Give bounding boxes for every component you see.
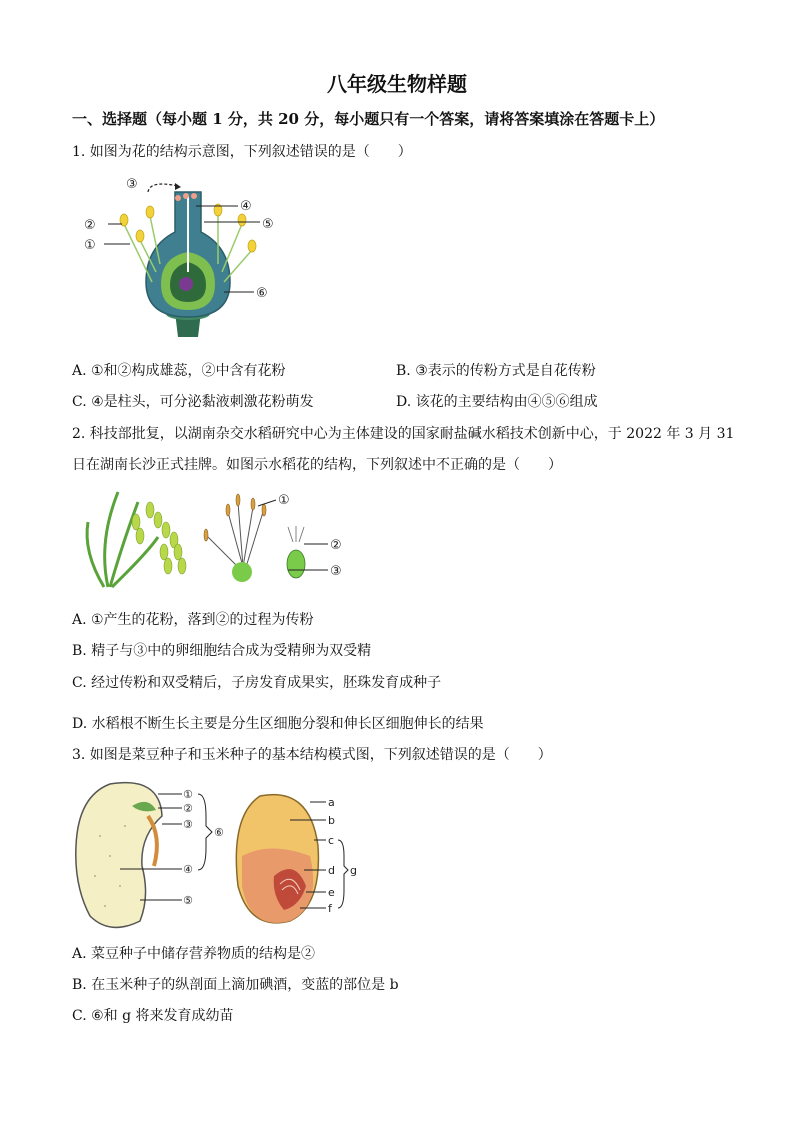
rice-label-2: ② — [330, 538, 342, 553]
corn-seed-diagram — [230, 786, 370, 936]
q1-option-b: B. ③表示的传粉方式是自花传粉 — [396, 363, 596, 379]
bean-label-6: ⑥ — [214, 826, 224, 839]
corn-label-d: d — [328, 864, 335, 877]
q3-option-c: C. ⑥和 g 将来发育成幼苗 — [72, 1008, 234, 1024]
corn-label-a: a — [328, 796, 335, 809]
bean-label-5: ⑤ — [183, 894, 193, 907]
bean-seed-diagram — [70, 776, 230, 936]
rice-label-1: ① — [278, 493, 290, 508]
q3-option-b: B. 在玉米种子的纵剖面上滴加碘酒，变蓝的部位是 b — [72, 977, 399, 993]
bean-label-1: ① — [183, 788, 193, 801]
rice-label-3: ③ — [330, 564, 342, 579]
corn-label-f: f — [328, 902, 332, 915]
q2-option-d: D. 水稻根不断生长主要是分生区细胞分裂和伸长区细胞伸长的结果 — [72, 716, 484, 732]
flower-label-1: ① — [84, 238, 96, 253]
corn-label-c: c — [328, 834, 335, 847]
q1-option-a: A. ①和②构成雄蕊，②中含有花粉 — [72, 363, 286, 379]
q2-option-c: C. 经过传粉和双受精后，子房发育成果实，胚珠发育成种子 — [72, 675, 442, 691]
q2-option-a: A. ①产生的花粉，落到②的过程为传粉 — [72, 612, 314, 628]
question-1-stem: 1. 如图为花的结构示意图，下列叙述错误的是（ ） — [72, 144, 412, 160]
flower-structure-diagram — [80, 172, 300, 342]
page-title: 八年级生物样题 — [327, 72, 467, 96]
bean-label-4: ④ — [183, 863, 193, 876]
bean-label-3: ③ — [183, 818, 193, 831]
section-heading: 一、选择题（每小题 1 分，共 20 分，每小题只有一个答案，请将答案填涂在答题卡上） — [72, 110, 665, 128]
rice-flower-diagram — [78, 482, 368, 592]
question-3-stem: 3. 如图是菜豆种子和玉米种子的基本结构模式图，下列叙述错误的是（ ） — [72, 747, 552, 763]
bean-label-2: ② — [183, 802, 193, 815]
q2-option-b: B. 精子与③中的卵细胞结合成为受精卵为双受精 — [72, 643, 372, 659]
flower-label-2: ② — [84, 218, 96, 233]
corn-label-e: e — [328, 886, 335, 899]
q1-option-c: C. ④是柱头，可分泌黏液刺激花粉萌发 — [72, 394, 314, 410]
flower-label-4: ④ — [240, 199, 252, 214]
flower-label-3: ③ — [126, 177, 138, 192]
question-2-stem-line2: 日在湖南长沙正式挂牌。如图示水稻花的结构，下列叙述中不正确的是（ ） — [72, 457, 562, 473]
corn-label-b: b — [328, 814, 335, 827]
corn-label-g: g — [350, 864, 357, 877]
q1-option-d: D. 该花的主要结构由④⑤⑥组成 — [396, 394, 598, 410]
question-2-stem-line1: 2. 科技部批复，以湖南杂交水稻研究中心为主体建设的国家耐盐碱水稻技术创新中心，于 2022 年 3 月 31 — [72, 426, 735, 442]
q3-option-a: A. 菜豆种子中储存营养物质的结构是② — [72, 946, 316, 962]
flower-label-6: ⑥ — [256, 286, 268, 301]
flower-label-5: ⑤ — [262, 217, 274, 232]
